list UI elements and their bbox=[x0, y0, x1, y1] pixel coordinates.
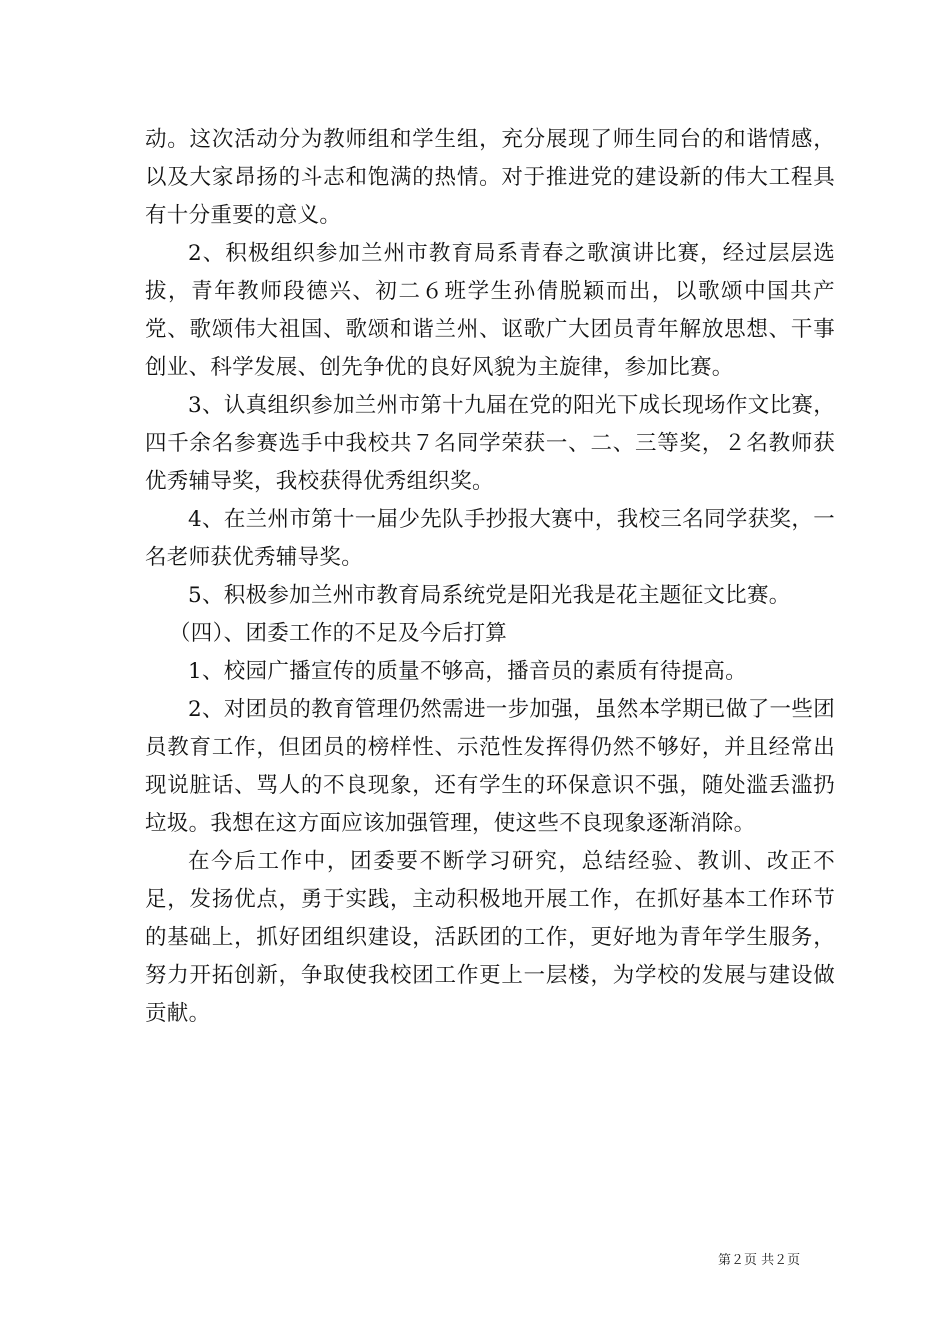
section-heading-4: （四）、团委工作的不足及今后打算 bbox=[169, 621, 508, 646]
paragraph-shortcoming-2: 2、对团员的教育管理仍然需进一步加强，虽然本学期已做了一些团员教育工作，但团员的榜样性、示范性发挥得仍然不够好，并且经常出现说脏话、骂人的不良现象，还有学生的环保意识不强，随处滥丢滥扔垃圾。我想在这方面应该加强管理，使这些不良现象逐渐消除。 bbox=[145, 697, 835, 836]
paragraph-item-5: 5、积极参加兰州市教育局系统党是阳光我是花主题征文比赛。 bbox=[188, 583, 791, 608]
paragraph-item-3: 3、认真组织参加兰州市第十九届在党的阳光下成长现场作文比赛，四千余名参赛选手中我校共７名同学荣获一、二、三等奖，２名教师获优秀辅导奖，我校获得优秀组织奖。 bbox=[145, 393, 835, 494]
paragraph-shortcoming-1: 1、校园广播宣传的质量不够高，播音员的素质有待提高。 bbox=[188, 659, 747, 684]
document-body bbox=[145, 121, 835, 1033]
page-number-footer: 第２页 共２页 bbox=[718, 1253, 801, 1268]
paragraph-continuation: 动。这次活动分为教师组和学生组，充分展现了师生同台的和谐情感，以及大家昂扬的斗志和饱满的热情。对于推进党的建设新的伟大工程具有十分重要的意义。 bbox=[145, 127, 835, 228]
paragraph-conclusion: 在今后工作中，团委要不断学习研究，总结经验、教训、改正不足，发扬优点，勇于实践，主动积极地开展工作，在抓好基本工作环节的基础上，抓好团组织建设，活跃团的工作，更好地为青年学生服务，努力开拓创新，争取使我校团工作更上一层楼，为学校的发展与建设做贡献。 bbox=[145, 849, 835, 1026]
paragraph-item-4: 4、在兰州市第十一届少先队手抄报大赛中，我校三名同学获奖，一名老师获优秀辅导奖。 bbox=[145, 507, 835, 570]
paragraph-item-2: 2、积极组织参加兰州市教育局系青春之歌演讲比赛，经过层层选拔，青年教师段德兴、初二６班学生孙倩脱颖而出，以歌颂中国共产党、歌颂伟大祖国、歌颂和谐兰州、讴歌广大团员青年解放思想、干事创业、科学发展、创先争优的良好风貌为主旋律，参加比赛。 bbox=[145, 241, 835, 380]
